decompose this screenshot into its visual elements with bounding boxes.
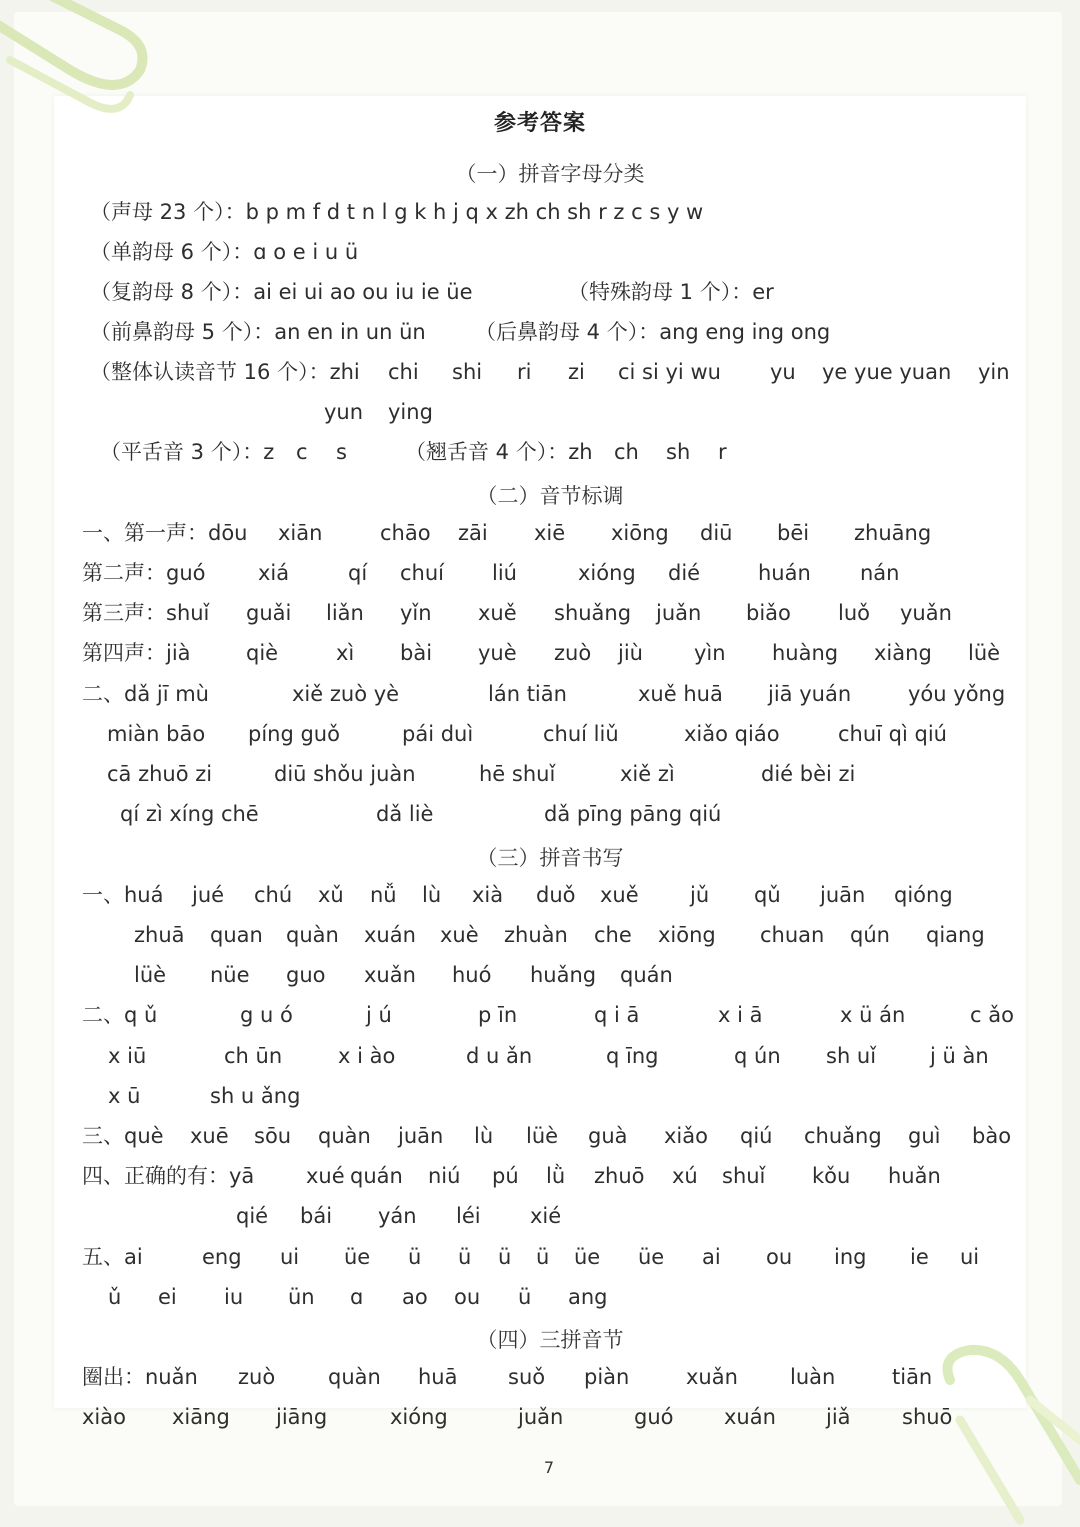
section-heading-3: （三）拼音书写 [476, 846, 624, 870]
line-text: xuě [478, 601, 517, 625]
line-text: nán [860, 561, 900, 585]
line-text: zi [568, 360, 585, 384]
line-text: niú [428, 1164, 461, 1188]
line-text: qí [348, 561, 368, 585]
line-text: chuǎng [804, 1124, 882, 1148]
line-text: nüe [210, 963, 250, 987]
line-text: zhuàn [504, 923, 568, 947]
section-heading-2: （二）音节标调 [476, 484, 624, 508]
line-text: ün [288, 1285, 315, 1309]
line-text: yìn [694, 641, 726, 665]
line-text: yuè [478, 641, 517, 665]
line-text: cā zhuō zi [107, 762, 213, 786]
line-text: sh u ǎng [210, 1084, 301, 1108]
line-text: xì [336, 641, 355, 665]
line-text: r [718, 440, 727, 464]
line-text: lǜ [546, 1164, 566, 1188]
line-text: jiā yuán [768, 682, 852, 706]
line-text: q ún [734, 1044, 781, 1068]
line-text: j ú [366, 1003, 392, 1027]
line-text: c ǎo [970, 1003, 1014, 1027]
line-text: 第三声：shuǐ [82, 601, 210, 625]
line-text: jiù [618, 641, 643, 665]
line-text: xiě zì [620, 762, 675, 786]
line-text: jiāng [276, 1405, 328, 1429]
line-text: lù [474, 1124, 494, 1148]
line-text: huán [758, 561, 811, 585]
line-text: guó [634, 1405, 674, 1429]
line-text: guì [908, 1124, 941, 1148]
line-text: chuí liǔ [543, 722, 619, 746]
line-text: bēi [777, 521, 810, 545]
line-text: 一、huá [82, 883, 164, 907]
line-text: huǎng [530, 963, 597, 987]
line-text: hē shuǐ [479, 762, 556, 786]
line-text: luàn [790, 1365, 836, 1389]
line-text: üe [574, 1245, 601, 1269]
line-text: luǒ [838, 601, 870, 625]
line-text: tiān [892, 1365, 933, 1389]
line-text: x i ā [718, 1003, 763, 1027]
line-text: zāi [458, 521, 488, 545]
line-text: miàn bāo [107, 722, 206, 746]
line-text: xuǎn [686, 1365, 738, 1389]
line-text: xú [672, 1164, 698, 1188]
line-text: guà [588, 1124, 628, 1148]
line-text: ü [536, 1245, 550, 1269]
line-text: 第二声：guó [82, 561, 206, 585]
line-text: lù [422, 883, 442, 907]
line-text: x i ào [338, 1044, 396, 1068]
line-text: pú [492, 1164, 519, 1188]
line-text: （单韵母 6 个）：ɑ o e i u ü [90, 240, 359, 264]
line-text: d u ǎn [466, 1044, 533, 1068]
line-text: xuě [600, 883, 639, 907]
line-text: zhuāng [854, 521, 932, 545]
line-text: liú [492, 561, 517, 585]
line-text: xuē [190, 1124, 229, 1148]
line-text: üe [344, 1245, 371, 1269]
line-text: ou [766, 1245, 793, 1269]
line-text: yin [978, 360, 1010, 384]
line-text: diū [700, 521, 733, 545]
line-text: qiè [246, 641, 279, 665]
line-text: 一、第一声：dōu [82, 521, 248, 545]
line-text: bào [972, 1124, 1012, 1148]
line-text: quán [620, 963, 673, 987]
line-text: ao [402, 1285, 428, 1309]
line-text: ɑ [350, 1285, 364, 1309]
line-text: ye yue yuan [822, 360, 952, 384]
line-text: xiě zuò yè [292, 682, 400, 706]
line-text: shuō [902, 1405, 953, 1429]
line-text: yun [324, 400, 364, 424]
line-text: ing [834, 1245, 867, 1269]
line-text: xiǎo qiáo [684, 722, 780, 746]
line-text: huó [452, 963, 492, 987]
line-text: 三、què [82, 1124, 164, 1148]
line-text: dié bèi zi [761, 762, 856, 786]
section-heading-4: （四）三拼音节 [476, 1328, 624, 1352]
line-text: xuán [364, 923, 416, 947]
line-text: xué [306, 1164, 345, 1188]
line-text: léi [456, 1204, 481, 1228]
line-text: （前鼻韵母 5 个）：an en in un ün [90, 320, 426, 344]
line-text: yǐn [400, 601, 432, 625]
line-text: c [296, 440, 308, 464]
line-text: üe [638, 1245, 665, 1269]
line-text: zuò [238, 1365, 276, 1389]
line-text: qǔ [754, 883, 781, 907]
line-text: xuǎn [364, 963, 416, 987]
line-text: ü [518, 1285, 532, 1309]
line-text: ou [454, 1285, 481, 1309]
line-text: juān [820, 883, 866, 907]
line-text: 五、ai [82, 1245, 143, 1269]
line-text: lüè [526, 1124, 559, 1148]
line-text: qiú [740, 1124, 773, 1148]
line-text: quàn [286, 923, 339, 947]
line-text: xuè [440, 923, 479, 947]
line-text: yán [378, 1204, 417, 1228]
line-text: xiē [534, 521, 566, 545]
line-text: guǎi [246, 601, 292, 625]
line-text: p īn [478, 1003, 518, 1027]
line-text: guo [286, 963, 326, 987]
line-text: píng guǒ [248, 722, 340, 746]
line-text: xiāng [172, 1405, 230, 1429]
line-text: sh uǐ [826, 1044, 877, 1068]
line-text: xióng [578, 561, 636, 585]
line-text: xiōng [611, 521, 669, 545]
line-text: xuě huā [638, 682, 723, 706]
line-text: （平舌音 3 个）：z [100, 440, 275, 464]
line-text: （后鼻韵母 4 个）：ang eng ing ong [475, 320, 831, 344]
line-text: q īng [606, 1044, 659, 1068]
line-text: xǔ [318, 883, 344, 907]
line-text: ü [458, 1245, 472, 1269]
line-text: ri [517, 360, 532, 384]
line-text: chi [388, 360, 419, 384]
line-text: yu [770, 360, 796, 384]
section-heading-1: （一）拼音字母分类 [455, 162, 645, 186]
line-text: j ü àn [930, 1044, 989, 1068]
line-text: 第四声：jià [82, 641, 191, 665]
line-text: xiōng [658, 923, 716, 947]
line-text: q i ā [594, 1003, 640, 1027]
line-text: qióng [894, 883, 953, 907]
line-text: dǎ liè [376, 802, 434, 826]
line-text: shuǐ [722, 1164, 766, 1188]
line-text: xià [472, 883, 504, 907]
line-text: ang [568, 1285, 608, 1309]
line-text: ei [158, 1285, 177, 1309]
line-text: ying [388, 400, 433, 424]
line-text: chuan [760, 923, 825, 947]
line-text: kǒu [812, 1164, 851, 1188]
page-number: 7 [543, 1458, 555, 1477]
line-text: suǒ [508, 1365, 546, 1389]
line-text: xióng [390, 1405, 448, 1429]
line-text: duǒ [536, 883, 576, 907]
line-text: xiàng [874, 641, 932, 665]
line-text: juǎn [656, 601, 702, 625]
line-text: chuī qì qiú [838, 722, 947, 746]
line-text: quàn [318, 1124, 371, 1148]
line-text: jiǎ [826, 1405, 851, 1429]
line-text: zhuā [134, 923, 185, 947]
line-text: sōu [254, 1124, 292, 1148]
line-text: chāo [380, 521, 431, 545]
line-text: ch [614, 440, 639, 464]
line-text: ǔ [108, 1285, 122, 1309]
line-text: （声母 23 个）：b p m f d t n l g k h j q x zh ch sh r z c s y w [90, 200, 704, 224]
line-text: qí zì xíng chē [120, 802, 259, 826]
line-text: ch ūn [224, 1044, 283, 1068]
line-text: quàn [328, 1365, 381, 1389]
line-text: qún [850, 923, 890, 947]
line-text: ui [960, 1245, 980, 1269]
line-text: ai [702, 1245, 721, 1269]
page-title: 参考答案 [493, 111, 586, 136]
line-text: huǎn [888, 1164, 941, 1188]
line-text: 二、q ǔ [82, 1003, 158, 1027]
line-text: xié [530, 1204, 562, 1228]
line-text: （翘舌音 4 个）：zh [405, 440, 593, 464]
line-text: biǎo [746, 601, 791, 625]
line-text: x iū [108, 1044, 147, 1068]
line-text: ui [280, 1245, 300, 1269]
line-text: g u ó [240, 1003, 293, 1027]
line-text: iu [224, 1285, 244, 1309]
line-text: huàng [772, 641, 839, 665]
line-text: （复韵母 8 个）：ai ei ui ao ou iu ie üe [90, 280, 473, 304]
line-text: x ū [108, 1084, 141, 1108]
line-text: 二、dǎ jī mù [82, 682, 209, 706]
line-text: ie [910, 1245, 929, 1269]
line-text: jué [192, 883, 225, 907]
line-text: lüè [134, 963, 167, 987]
line-text: lán tiān [488, 682, 567, 706]
line-text: yóu yǒng [908, 682, 1006, 706]
line-text: （特殊韵母 1 个）：er [568, 280, 774, 304]
line-text: shi [452, 360, 483, 384]
line-text: shuǎng [554, 601, 632, 625]
line-text: xiá [258, 561, 290, 585]
line-text: dié [668, 561, 701, 585]
line-text: liǎn [326, 601, 364, 625]
line-text: huā [418, 1365, 458, 1389]
line-text: xiān [278, 521, 323, 545]
line-text: zuò [554, 641, 592, 665]
line-text: xiǎo [664, 1124, 708, 1148]
line-text: juǎn [518, 1405, 564, 1429]
line-text: lüè [968, 641, 1001, 665]
line-text: xuán [724, 1405, 776, 1429]
line-text: dǎ pīng pāng qiú [544, 802, 722, 826]
line-text: eng [202, 1245, 242, 1269]
line-text: quan [210, 923, 263, 947]
line-text: juān [398, 1124, 444, 1148]
line-text: nǚ [370, 883, 397, 907]
line-text: jǔ [690, 883, 710, 907]
line-text: （整体认读音节 16 个）：zhi [90, 360, 360, 384]
line-text: ü [498, 1245, 512, 1269]
line-text: pái duì [402, 722, 474, 746]
line-text: bái [300, 1204, 333, 1228]
line-text: diū shǒu juàn [274, 762, 416, 786]
line-text: 圈出：nuǎn [82, 1365, 198, 1389]
line-text: piàn [584, 1365, 630, 1389]
line-text: ü [408, 1245, 422, 1269]
line-text: sh [666, 440, 691, 464]
line-text: che [594, 923, 632, 947]
line-text: chú [254, 883, 293, 907]
line-text: yuǎn [900, 601, 952, 625]
line-text: xiào [82, 1405, 126, 1429]
line-text: qié [236, 1204, 269, 1228]
line-text: zhuō [594, 1164, 645, 1188]
line-text: ci si yi wu [618, 360, 721, 384]
line-text: 四、正确的有：yā [82, 1164, 255, 1188]
line-text: chuí [400, 561, 444, 585]
line-text: qiang [926, 923, 985, 947]
line-text: quán [350, 1164, 403, 1188]
line-text: bài [400, 641, 433, 665]
line-text: s [336, 440, 347, 464]
line-text: x ü án [840, 1003, 906, 1027]
